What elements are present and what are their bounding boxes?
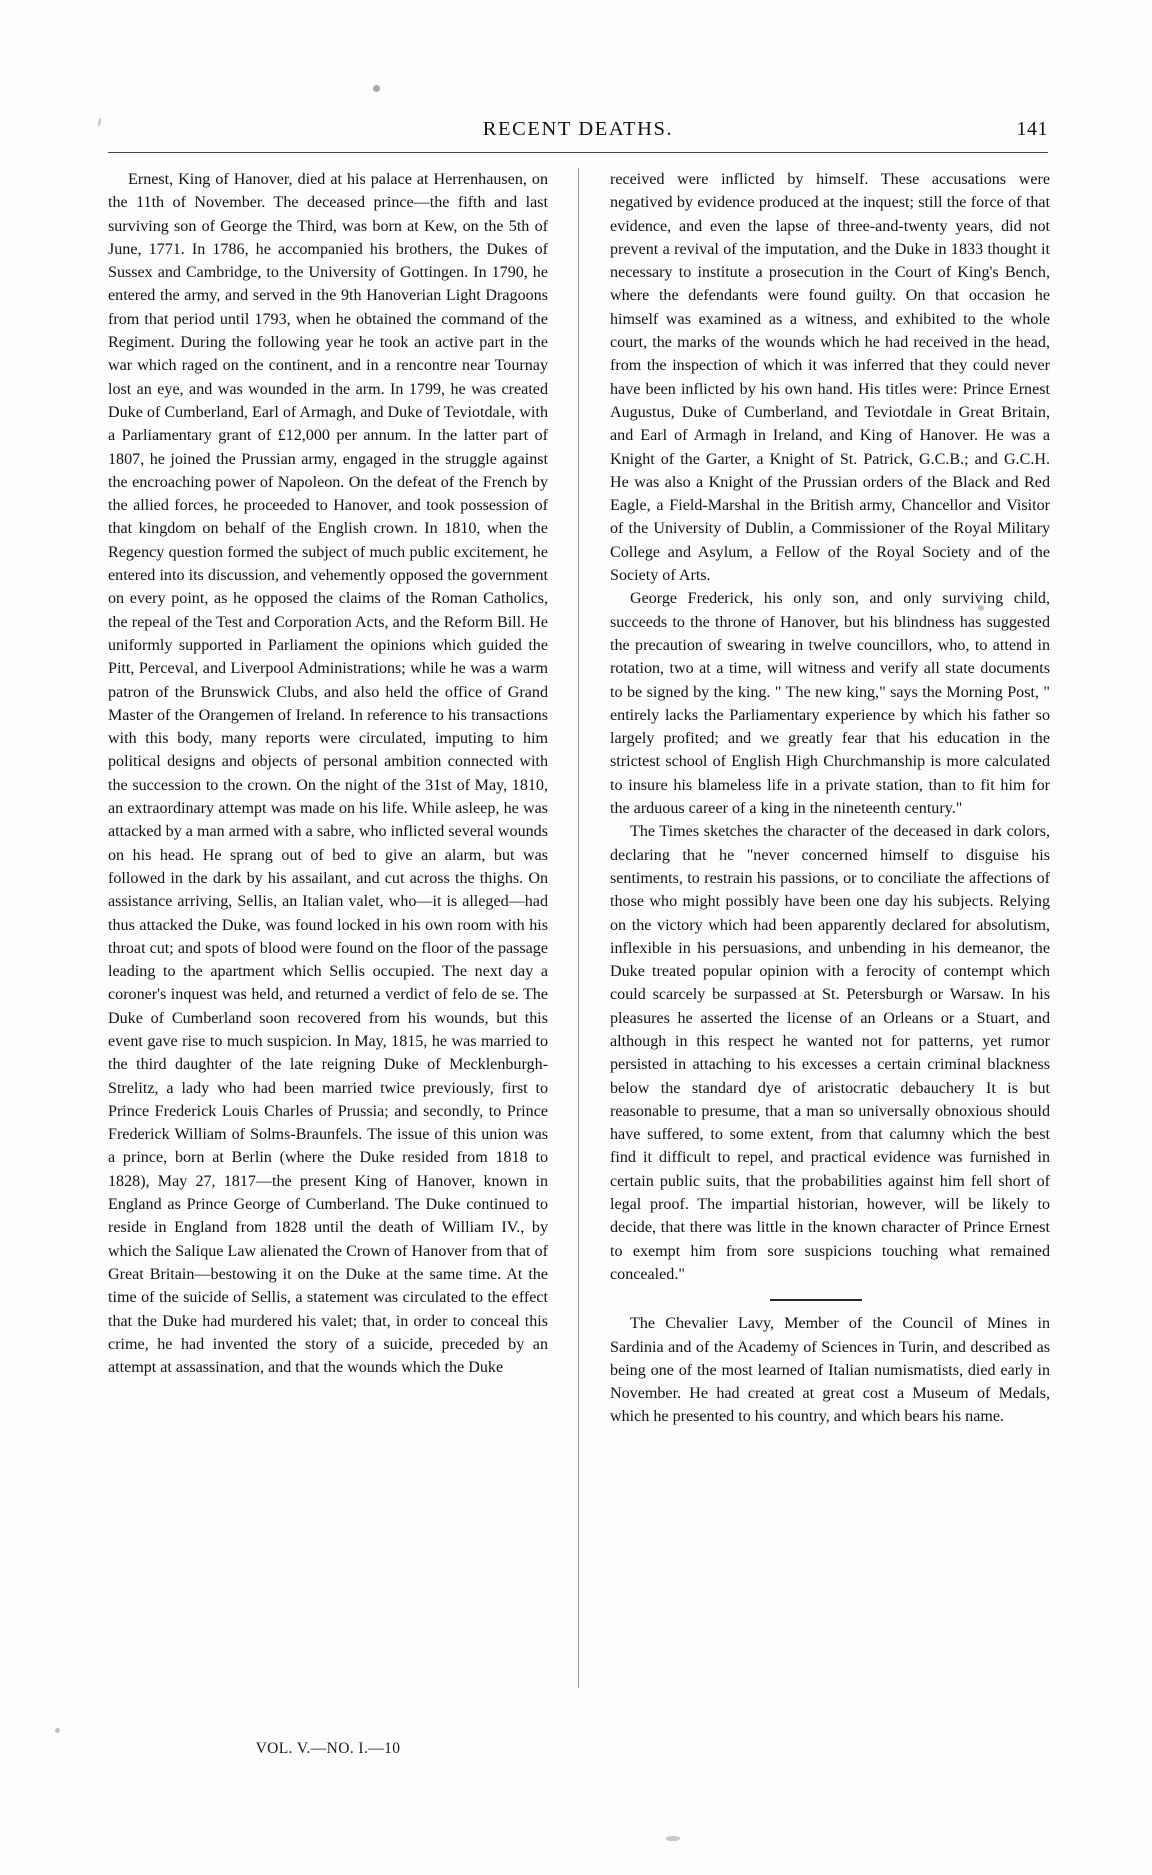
- paragraph: George Frederick, his only son, and only surviving child, succeeds to the throne of Hanover, but his blindness has suggested the precaution of swearing in twelve councillors, who, to attend in rotation, two at a time, will witness and verify all state documents to be signed by the king. " The new king," says the Morning Post, " entirely lacks the Parliamentary experience by which his father so largely profited; and we greatly fear that his education in the strictest school of English High Churchmanship is more calculated to insure his blameless life in a private station, than to fit him for the arduous career of a king in the nineteenth century.": [610, 590, 1050, 818]
- scan-speck: [97, 118, 102, 127]
- header-rule: [108, 152, 1048, 153]
- paragraph: The Times sketches the character of the deceased in dark colors, declaring that he "never concerned himself to disguise his sentiments, to restrain his passions, or to conciliate the affections of those who might possibly have been one day his subjects. Relying on the victory which had been apparently declared for absolutism, inflexible in his persuasions, and unbending in his demeanor, the Duke treated popular opinion with a ferocity of contempt which could scarcely be surpassed at St. Petersburgh or Warsaw. In his pleasures he asserted the license of an Orleans or a Stuart, and although in this respect he wanted not for patterns, yet rumor persisted in attaching to his excesses a certain criminal blackness below the standard dye of aristocratic debauchery It is but reasonable to presume, that a man so universally obnoxious should have suffered, to some extent, from that calumny which the best find it difficult to repel, and practical evidence was furnished in certain public suits, that the probabilities against him fell short of legal proof. The impartial historian, however, will be likely to decide, that there was little in the known character of Prince Ernest to exempt him from sore suspicions touching what remained concealed.": [610, 823, 1050, 1283]
- running-title: RECENT DEATHS.: [482, 118, 674, 140]
- text-columns: [108, 168, 1056, 1728]
- signature-line: VOL. V.—NO. I.—10: [255, 1740, 401, 1757]
- scan-speck: [373, 85, 380, 92]
- page-number: 141: [1016, 118, 1048, 140]
- scan-speck: [55, 1728, 60, 1733]
- column-divider: [578, 168, 579, 1688]
- scan-speck: [666, 1836, 680, 1841]
- column-left: [108, 168, 548, 1379]
- paragraph: The Chevalier Lavy, Member of the Council of Mines in Sardinia and of the Academy of Sciences in Turin, and described as being one of the most learned of Italian numismatists, died early in November. He had created at great cost a Museum of Medals, which he presented to his country, and which bears his name.: [610, 1315, 1050, 1426]
- section-divider-rule: [770, 1299, 862, 1301]
- column-right: [610, 168, 1050, 1429]
- paragraph: Ernest, King of Hanover, died at his palace at Herrenhausen, on the 11th of November. The deceased prince—the fifth and last surviving son of George the Third, was born at Kew, on the 5th of June, 1771. In 1786, he accompanied his brothers, the Dukes of Sussex and Cambridge, to the University of Gottingen. In 1790, he entered the army, and served in the 9th Hanoverian Light Dragoons from that period until 1793, when he obtained the command of the Regiment. During the following year he took an active part in the war which raged on the continent, and in a rencontre near Tournay lost an eye, and was wounded in the arm. In 1799, he was created Duke of Cumberland, Earl of Armagh, and Duke of Teviotdale, with a Parliamentary grant of £12,000 per annum. In the latter part of 1807, he joined the Prussian army, engaged in the struggle against the encroaching power of Napoleon. On the defeat of the French by the allied forces, he proceeded to Hanover, and took possession of that kingdom on behalf of the English crown. In 1810, when the Regency question formed the subject of much public excitement, he entered into its discussion, and vehemently opposed the government on every point, as he opposed the claims of the Roman Catholics, the repeal of the Test and Corporation Acts, and the Reform Bill. He uniformly supported in Parliament the opinions which guided the Pitt, Perceval, and Liverpool Administrations; while he was a warm patron of the Brunswick Clubs, and also held the office of Grand Master of the Orangemen of Ireland. In reference to his transactions with this body, many reports were circulated, imputing to him political designs and objects of personal ambition connected with the succession to the crown. On the night of the 31st of May, 1810, an extraordinary attempt was made on his life. While asleep, he was attacked by a man armed with a sabre, who inflicted several wounds on his head. He sprang out of bed to give an alarm, but was followed in the dark by his assailant, and cut across the thighs. On assistance arriving, Sellis, an Italian valet, who—it is alleged—had thus attacked the Duke, was found locked in his own room with his throat cut; and spots of blood were found on the floor of the passage leading to the apartment which Sellis occupied. The next day a coroner's inquest was held, and returned a verdict of felo de se. The Duke of Cumberland soon recovered from his wounds, but this event gave rise to much suspicion. In May, 1815, he was married to the third daughter of the late reigning Duke of Mecklenburgh-Strelitz, a lady who had been married twice previously, first to Prince Frederick Louis Charles of Prussia; and secondly, to Prince Frederick William of Solms-Braunfels. The issue of this union was a prince, born at Berlin (where the Duke resided from 1818 to 1828), May 27, 1817—the present King of Hanover, known in England as Prince George of Cumberland. The Duke continued to reside in England from 1828 until the death of William IV., by which the Salique Law alienated the Crown of Hanover from that of Great Britain—bestowing it on the Duke at the same time. At the time of the suicide of Sellis, a statement was circulated to the effect that the Duke had murdered his valet; that, in order to conceal this crime, he had invented the story of a suicide, preceded by an attempt at assassination, and that the wounds which the Duke: [108, 171, 548, 1377]
- paragraph: received were inflicted by himself. These accusations were negatived by evidence produced at the inquest; still the force of that evidence, and even the lapse of three-and-twenty years, did not prevent a revival of the imputation, and the Duke in 1833 thought it necessary to institute a prosecution in the Court of King's Bench, where the defendants were found guilty. On that occasion he himself was examined as a witness, and exhibited to the whole court, the marks of the wounds which he had received in the head, from the inspection of which it was inferred that they could never have been inflicted by his own hand. His titles were: Prince Ernest Augustus, Duke of Cumberland, and Teviotdale in Great Britain, and Earl of Armagh in Ireland, and King of Hanover. He was a Knight of the Garter, a Knight of St. Patrick, G.C.B.; and G.C.H. He was also a Knight of the Prussian orders of the Black and Red Eagle, a Field-Marshal in the British army, Chancellor and Visitor of the University of Dublin, a Commissioner of the Royal Military College and Asylum, a Fellow of the Royal Society and of the Society of Arts.: [610, 171, 1050, 585]
- page-header: [108, 118, 1048, 148]
